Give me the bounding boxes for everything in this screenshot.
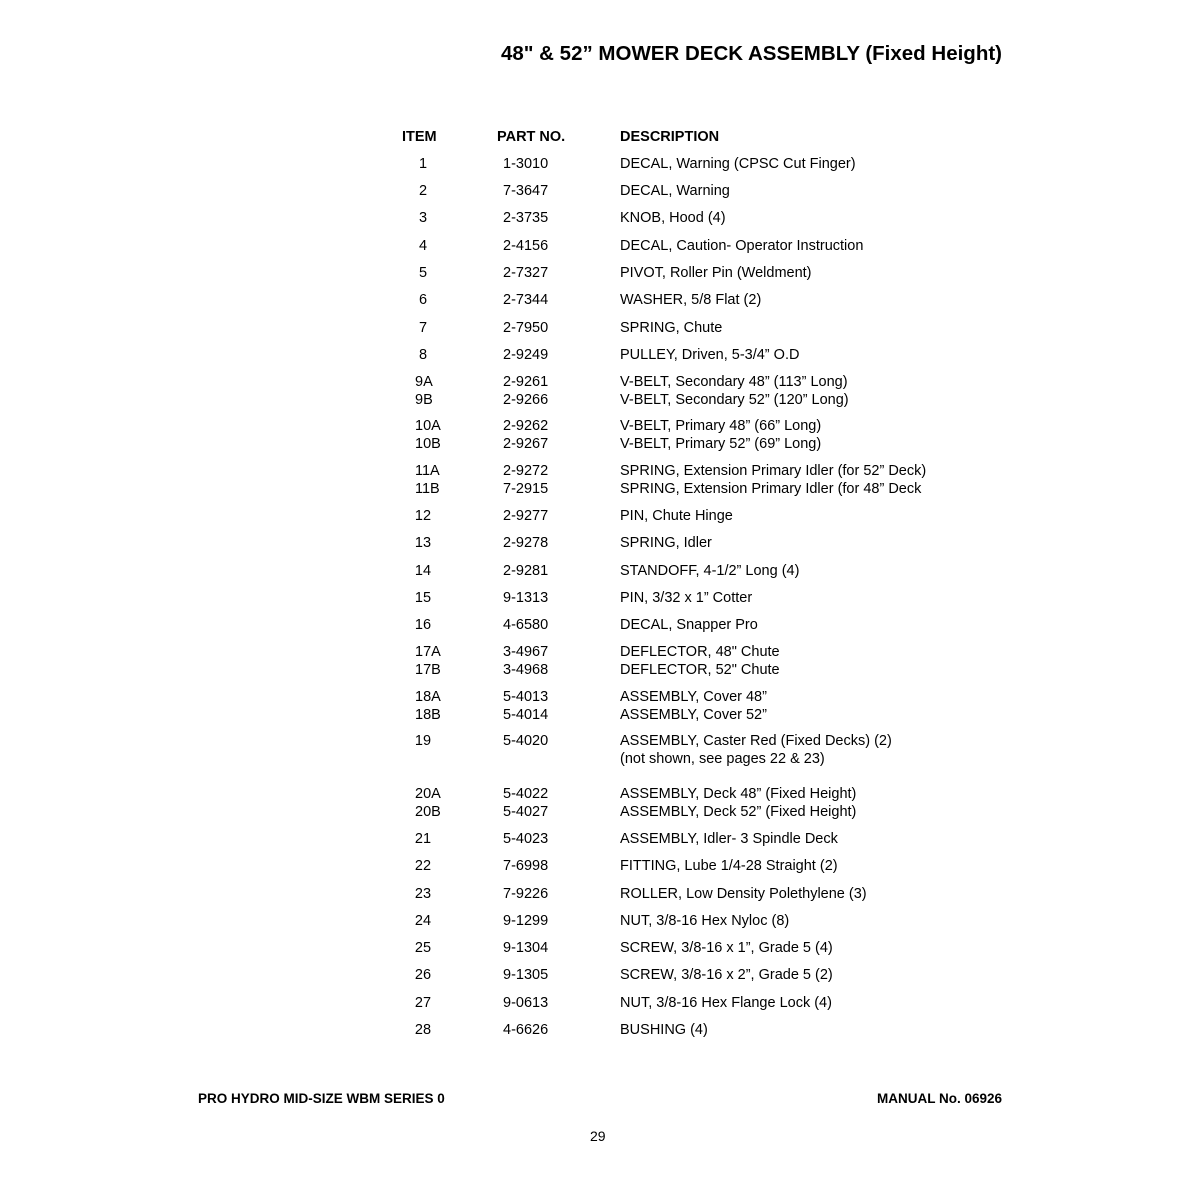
column-header-description: DESCRIPTION xyxy=(620,129,720,145)
part-description: PIVOT, Roller Pin (Weldment) xyxy=(620,265,812,281)
table-row xyxy=(0,940,1200,958)
item-number: 18B xyxy=(415,706,441,723)
part-description: SCREW, 3/8-16 x 1”, Grade 5 (4) xyxy=(620,940,833,956)
part-description: DECAL, Warning xyxy=(620,183,730,199)
part-description: NUT, 3/8-16 Hex Flange Lock (4) xyxy=(620,995,832,1011)
part-number: 2-9267 xyxy=(503,435,549,452)
item-number: 20A xyxy=(415,786,441,802)
item-number: 13 xyxy=(414,535,432,551)
part-number: 5-4027 xyxy=(503,803,549,820)
part-number: 2-7950 xyxy=(503,320,549,336)
part-description: WASHER, 5/8 Flat (2) xyxy=(620,292,762,308)
part-number: 2-7344 xyxy=(503,292,549,308)
table-row xyxy=(0,374,1200,409)
item-number: 11B xyxy=(415,480,440,497)
part-number: 2-9272 xyxy=(503,463,549,479)
part-number: 5-4023 xyxy=(503,831,549,847)
table-row xyxy=(0,183,1200,201)
table-row xyxy=(0,156,1200,174)
part-description: SPRING, Chute xyxy=(620,320,723,336)
part-description: PIN, Chute Hinge xyxy=(620,508,733,524)
table-row xyxy=(0,590,1200,608)
part-description: DECAL, Caution- Operator Instruction xyxy=(620,238,864,254)
part-number: 2-9249 xyxy=(503,347,549,363)
part-description: SPRING, Extension Primary Idler (for 48” Deck xyxy=(620,480,922,497)
item-number: 24 xyxy=(414,913,432,929)
part-number: 2-9278 xyxy=(503,535,549,551)
part-description: (not shown, see pages 22 & 23) xyxy=(620,750,825,767)
part-number: 9-1313 xyxy=(503,590,549,606)
table-row xyxy=(0,292,1200,310)
part-number: 2-9277 xyxy=(503,508,549,524)
part-number: 5-4013 xyxy=(503,689,549,705)
item-number: 19 xyxy=(414,733,432,749)
item-number: 18A xyxy=(415,689,441,705)
item-number: 26 xyxy=(414,967,432,983)
item-number: 10B xyxy=(415,435,441,452)
part-number: 1-3010 xyxy=(503,156,549,172)
part-number: 9-1304 xyxy=(503,940,549,956)
part-number: 3-4967 xyxy=(503,644,549,660)
item-number: 7 xyxy=(418,320,428,336)
part-description: V-BELT, Secondary 48” (113” Long) xyxy=(620,374,848,390)
table-row xyxy=(0,644,1200,679)
part-description: V-BELT, Secondary 52” (120” Long) xyxy=(620,391,849,408)
table-row xyxy=(0,689,1200,724)
table-row xyxy=(0,347,1200,365)
table-row xyxy=(0,858,1200,876)
item-number: 28 xyxy=(414,1022,432,1038)
part-number: 7-3647 xyxy=(503,183,549,199)
item-number: 5 xyxy=(418,265,428,281)
table-row xyxy=(0,913,1200,931)
part-description: NUT, 3/8-16 Hex Nyloc (8) xyxy=(620,913,790,929)
table-row xyxy=(0,786,1200,821)
part-description: ASSEMBLY, Cover 52” xyxy=(620,706,767,723)
part-number: 2-4156 xyxy=(503,238,549,254)
part-number: 2-9266 xyxy=(503,391,549,408)
part-number: 7-2915 xyxy=(503,480,549,497)
item-number: 6 xyxy=(418,292,428,308)
page-title: 48" & 52” MOWER DECK ASSEMBLY (Fixed Height) xyxy=(500,42,1002,65)
table-row xyxy=(0,831,1200,849)
item-number: 12 xyxy=(414,508,432,524)
table-row xyxy=(0,995,1200,1013)
item-number: 17B xyxy=(415,661,441,678)
part-number: 4-6580 xyxy=(503,617,549,633)
table-row xyxy=(0,320,1200,338)
table-row xyxy=(0,535,1200,553)
item-number: 10A xyxy=(415,418,441,434)
table-row xyxy=(0,967,1200,985)
item-number: 11A xyxy=(415,463,440,479)
part-description: SPRING, Extension Primary Idler (for 52” Deck) xyxy=(620,463,927,479)
part-description: PIN, 3/32 x 1” Cotter xyxy=(620,590,753,606)
table-row xyxy=(0,238,1200,256)
table-row xyxy=(0,886,1200,904)
part-number: 9-0613 xyxy=(503,995,549,1011)
table-row xyxy=(0,733,1200,768)
item-number: 4 xyxy=(418,238,428,254)
item-number: 22 xyxy=(414,858,432,874)
part-description: FITTING, Lube 1/4-28 Straight (2) xyxy=(620,858,838,874)
part-number: 5-4022 xyxy=(503,786,549,802)
item-number: 1 xyxy=(418,156,428,172)
item-number: 16 xyxy=(414,617,432,633)
part-number: 2-9262 xyxy=(503,418,549,434)
part-description: DEFLECTOR, 48" Chute xyxy=(620,644,780,660)
item-number: 3 xyxy=(418,210,428,226)
part-description: SCREW, 3/8-16 x 2”, Grade 5 (2) xyxy=(620,967,833,983)
item-number: 17A xyxy=(415,644,441,660)
part-description: DECAL, Warning (CPSC Cut Finger) xyxy=(620,156,856,172)
table-row xyxy=(0,508,1200,526)
part-description: DEFLECTOR, 52" Chute xyxy=(620,661,780,678)
part-number: 9-1299 xyxy=(503,913,549,929)
part-description: BUSHING (4) xyxy=(620,1022,708,1038)
part-description: ROLLER, Low Density Polethylene (3) xyxy=(620,886,867,902)
item-number: 27 xyxy=(414,995,432,1011)
item-number: 21 xyxy=(414,831,432,847)
part-number: 5-4020 xyxy=(503,733,549,749)
part-number: 2-3735 xyxy=(503,210,549,226)
part-description: DECAL, Snapper Pro xyxy=(620,617,758,633)
item-number: 20B xyxy=(415,803,441,820)
item-number: 9A xyxy=(415,374,433,390)
part-number: 7-9226 xyxy=(503,886,549,902)
part-number: 2-9281 xyxy=(503,563,549,579)
item-number: 8 xyxy=(418,347,428,363)
part-number: 4-6626 xyxy=(503,1022,549,1038)
part-description: V-BELT, Primary 52” (69” Long) xyxy=(620,435,822,452)
part-number: 9-1305 xyxy=(503,967,549,983)
table-row xyxy=(0,265,1200,283)
item-number: 15 xyxy=(414,590,432,606)
item-number: 9B xyxy=(415,391,433,408)
part-number: 3-4968 xyxy=(503,661,549,678)
part-description: ASSEMBLY, Idler- 3 Spindle Deck xyxy=(620,831,838,847)
part-description: ASSEMBLY, Deck 48” (Fixed Height) xyxy=(620,786,857,802)
part-description: SPRING, Idler xyxy=(620,535,712,551)
footer-series: PRO HYDRO MID-SIZE WBM SERIES 0 xyxy=(198,1091,445,1106)
part-description: KNOB, Hood (4) xyxy=(620,210,726,226)
footer-manual-number: MANUAL No. 06926 xyxy=(876,1091,1002,1106)
part-number: 7-6998 xyxy=(503,858,549,874)
table-row xyxy=(0,617,1200,635)
part-number: 2-9261 xyxy=(503,374,549,390)
page-number: 29 xyxy=(590,1128,606,1144)
item-number: 14 xyxy=(414,563,432,579)
part-description: STANDOFF, 4-1/2” Long (4) xyxy=(620,563,800,579)
part-description: V-BELT, Primary 48” (66” Long) xyxy=(620,418,822,434)
item-number: 2 xyxy=(418,183,428,199)
item-number: 23 xyxy=(414,886,432,902)
part-description: ASSEMBLY, Deck 52” (Fixed Height) xyxy=(620,803,857,820)
table-row xyxy=(0,563,1200,581)
item-number: 25 xyxy=(414,940,432,956)
table-row xyxy=(0,1022,1200,1040)
table-row xyxy=(0,418,1200,453)
part-number: 2-7327 xyxy=(503,265,549,281)
table-row xyxy=(0,210,1200,228)
part-description: ASSEMBLY, Caster Red (Fixed Decks) (2) xyxy=(620,733,892,749)
column-header-part-no: PART NO. xyxy=(497,129,566,145)
part-number: 5-4014 xyxy=(503,706,549,723)
part-description: ASSEMBLY, Cover 48” xyxy=(620,689,767,705)
table-row xyxy=(0,463,1200,498)
column-header-item: ITEM xyxy=(402,129,437,145)
part-description: PULLEY, Driven, 5-3/4” O.D xyxy=(620,347,800,363)
